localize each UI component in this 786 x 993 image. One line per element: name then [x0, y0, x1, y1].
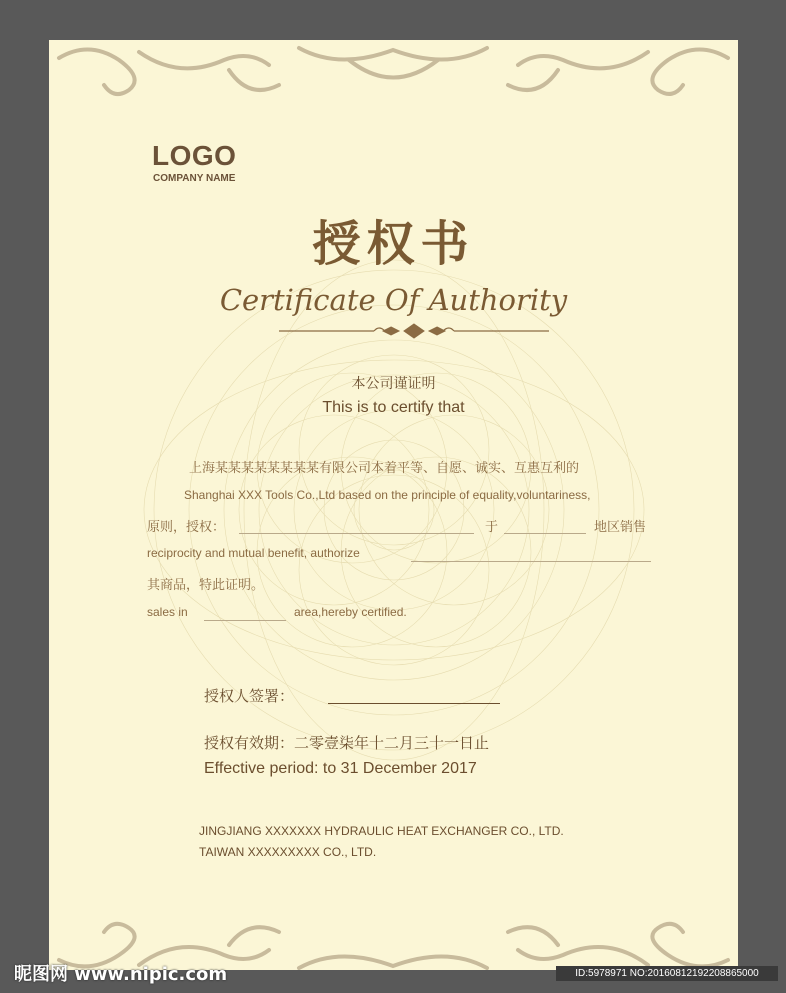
title-divider-ornament — [279, 323, 549, 339]
region-line-chinese — [504, 533, 586, 534]
signature-line[interactable] — [328, 703, 500, 704]
logo-text: LOGO — [152, 140, 237, 171]
footer-company-line1: JINGJIANG XXXXXXX HYDRAULIC HEAT EXCHANGER CO., LTD. — [199, 824, 564, 838]
certificate-paper — [49, 40, 738, 970]
validity-chinese: 授权有效期：二零壹柒年十二月三十一日止 — [204, 734, 490, 752]
body-line3-english-a: sales in — [147, 605, 188, 619]
top-ornament — [49, 40, 738, 110]
body-line1-english: Shanghai XXX Tools Co.,Ltd based on the principle of equality,voluntariness, — [184, 488, 591, 502]
watermark-id: ID:5978971 NO:20160812192208865000 — [556, 966, 778, 981]
body-line2-chinese-b: 于 — [485, 520, 499, 535]
validity-english: Effective period: to 31 December 2017 — [204, 760, 477, 777]
signature-label: 授权人签署： — [204, 687, 295, 705]
body-line3-chinese: 其商品，特此证明。 — [147, 578, 265, 593]
certify-english: This is to certify that — [322, 399, 465, 416]
body-line2-english: reciprocity and mutual benefit, authorize — [147, 546, 360, 560]
authorized-party-line-english — [411, 561, 651, 562]
body-line2-chinese-c: 地区销售 — [594, 520, 647, 535]
title-chinese: 授权书 — [312, 216, 475, 272]
body-line1-chinese: 上海某某某某某某某某有限公司本着平等、自愿、诚实、互惠互利的 — [189, 461, 580, 476]
title-english: Certificate Of Authority — [219, 283, 568, 317]
watermark-site: 昵图网 www.nipic.com — [14, 964, 228, 985]
certify-chinese: 本公司谨证明 — [351, 376, 436, 392]
body-line2-chinese-a: 原则，授权： — [147, 520, 226, 535]
company-name: COMPANY NAME — [153, 173, 236, 184]
region-line-english — [204, 620, 286, 621]
footer-company-line2: TAIWAN XXXXXXXXX CO., LTD. — [199, 845, 377, 859]
authorized-party-line — [239, 533, 474, 534]
body-line3-english-b: area,hereby certified. — [294, 605, 407, 619]
